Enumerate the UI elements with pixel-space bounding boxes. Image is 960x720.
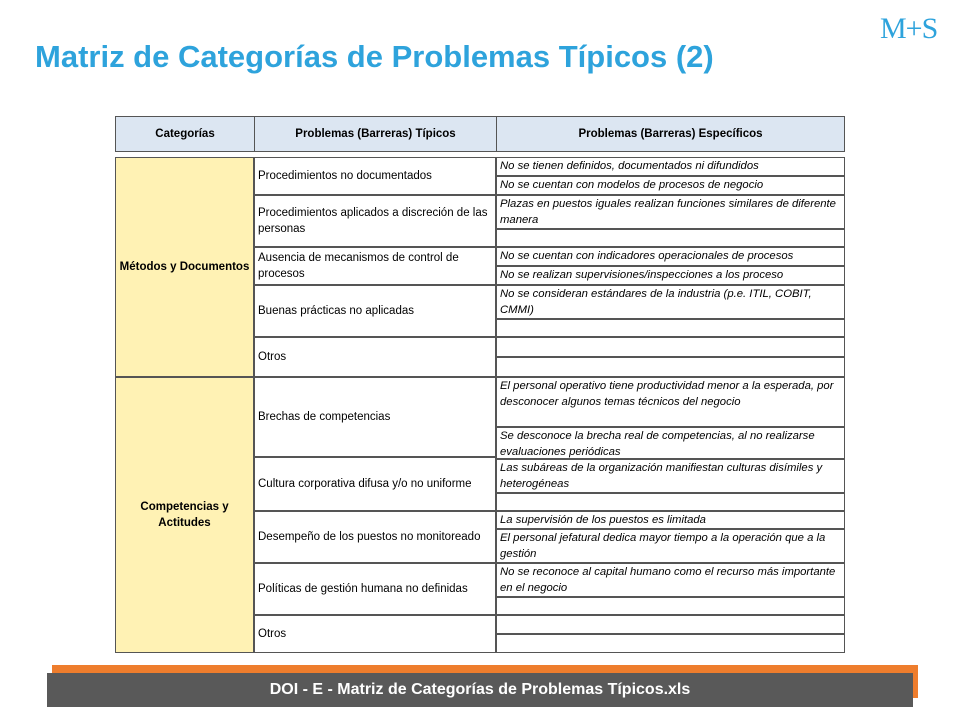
problems-matrix [115,157,845,653]
problem-cell: Buenas prácticas no aplicadas [254,285,496,337]
specific-cell [496,493,845,511]
specific-cell: Plazas en puestos iguales realizan funciones similares de diferente manera [496,195,845,229]
problem-cell: Procedimientos aplicados a discreción de las personas [254,195,496,247]
problem-cell: Brechas de competencias [254,377,496,457]
header-problemas-tipicos: Problemas (Barreras) Típicos [255,117,497,151]
problem-cell: Ausencia de mecanismos de control de procesos [254,247,496,285]
table-header [115,116,845,152]
specific-cell: Las subáreas de la organización manifiestan culturas disímiles y heterogéneas [496,459,845,493]
specific-cell [496,337,845,357]
category-competencias: Competencias y Actitudes [115,377,254,653]
specific-cell: No se reconoce al capital humano como el recurso más importante en el negocio [496,563,845,597]
specific-cell: No se cuentan con modelos de procesos de negocio [496,176,845,195]
specific-cell: No se cuentan con indicadores operacionales de procesos [496,247,845,266]
specific-cell [496,634,845,653]
header-categorias: Categorías [116,117,255,151]
specific-cell [496,319,845,337]
specific-cell: No se consideran estándares de la industria (p.e. ITIL, COBIT, CMMI) [496,285,845,319]
specific-cell: No se tienen definidos, documentados ni difundidos [496,157,845,176]
specific-cell [496,615,845,634]
specific-cell: El personal jefatural dedica mayor tiempo a la operación que a la gestión [496,529,845,563]
specific-cell: La supervisión de los puestos es limitada [496,511,845,529]
specific-cell [496,597,845,615]
problem-cell: Otros [254,337,496,377]
specific-cell: Se desconoce la brecha real de competencias, al no realizarse evaluaciones periódicas [496,427,845,459]
company-logo: M+S [880,12,938,45]
footer-caption: DOI - E - Matriz de Categorías de Problemas Típicos.xls [47,673,913,707]
category-metodos: Métodos y Documentos [115,157,254,377]
specific-cell [496,229,845,247]
specific-cell [496,357,845,377]
page-title: Matriz de Categorías de Problemas Típicos (2) [35,39,714,74]
problem-cell: Políticas de gestión humana no definidas [254,563,496,615]
problem-cell: Otros [254,615,496,653]
specific-cell: El personal operativo tiene productividad menor a la esperada, por desconocer algunos temas técnicos del negocio [496,377,845,427]
specific-cell: No se realizan supervisiones/inspecciones a los proceso [496,266,845,285]
problem-cell: Desempeño de los puestos no monitoreado [254,511,496,563]
problem-cell: Procedimientos no documentados [254,157,496,195]
problem-cell: Cultura corporativa difusa y/o no uniforme [254,457,496,511]
header-problemas-especificos: Problemas (Barreras) Específicos [578,128,763,140]
